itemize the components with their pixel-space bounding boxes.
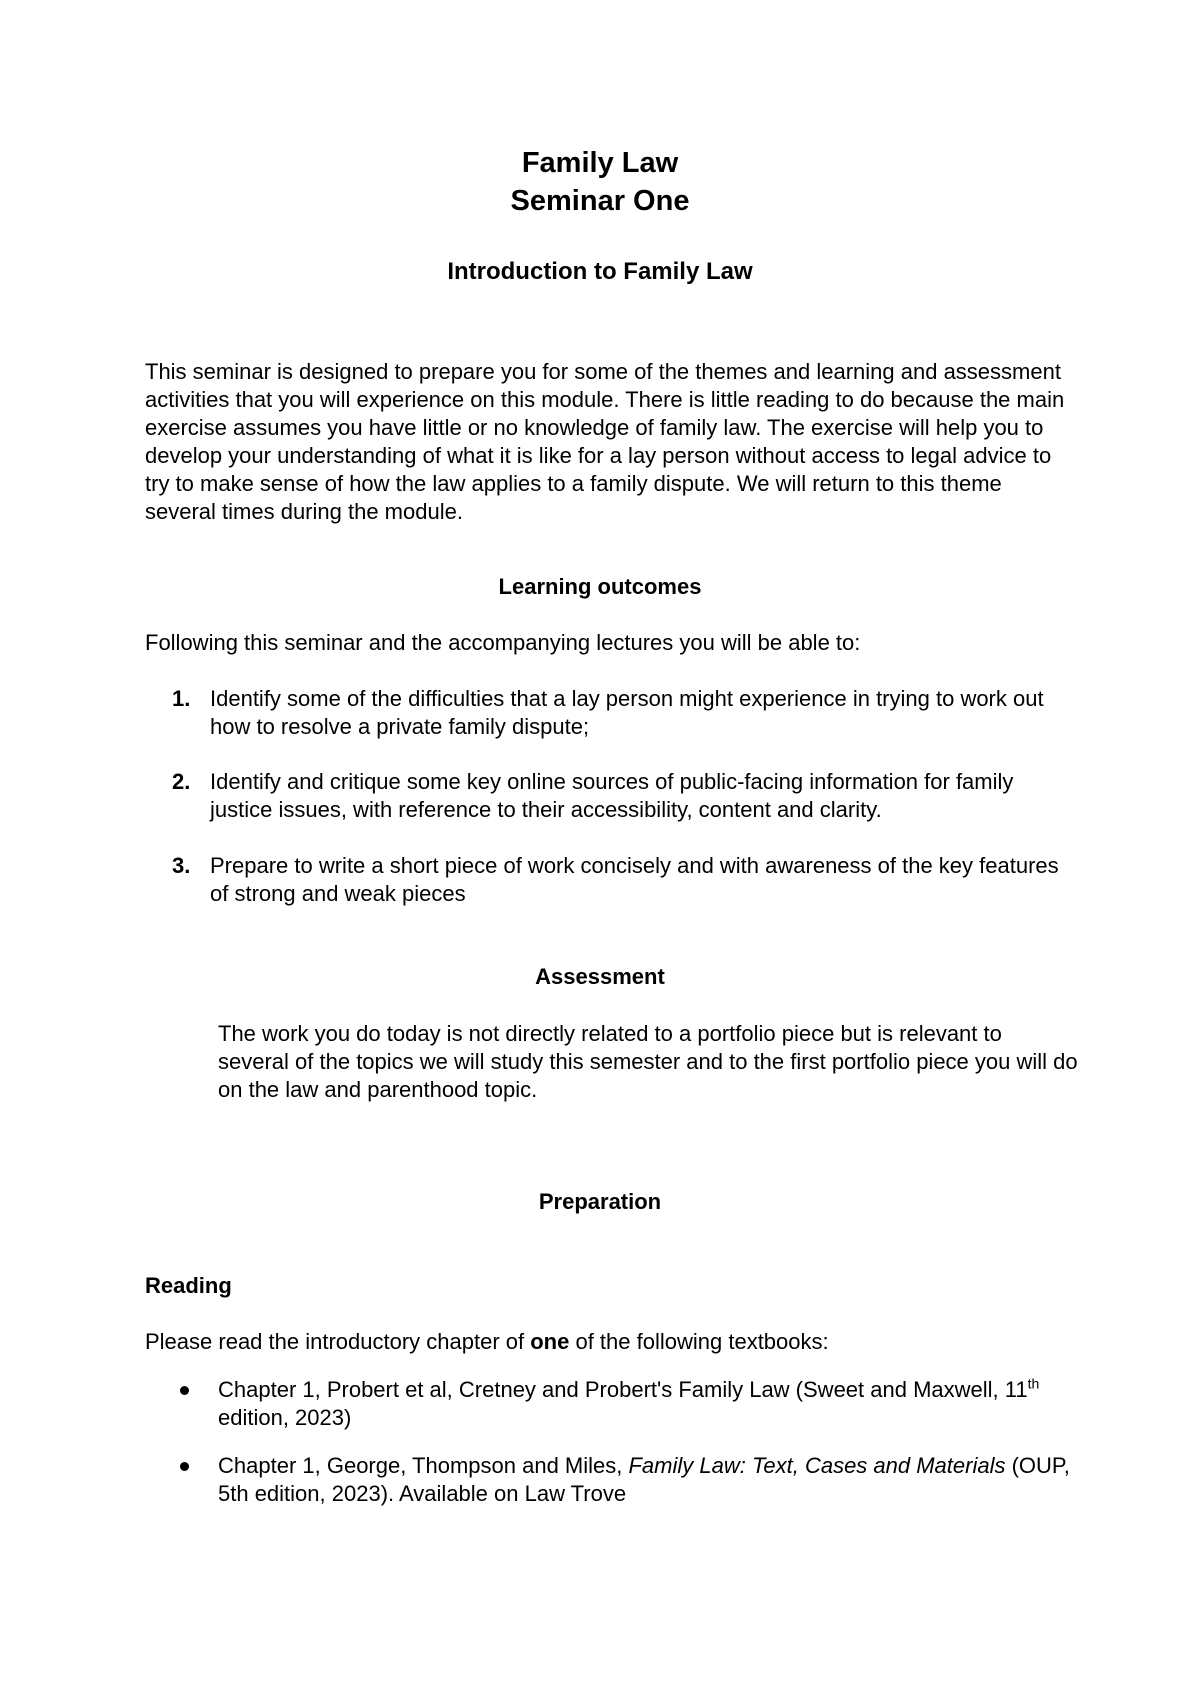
book-text-part2: edition, 2023) [218,1405,352,1430]
reading-heading: Reading [145,1273,232,1298]
book-superscript: th [1027,1375,1040,1392]
assessment-heading: Assessment [535,964,665,989]
book-title-italic: Family Law: Text, Cases and Materials [628,1453,1006,1478]
list-item-number: 2. [172,769,191,794]
learning-outcomes-lead: Following this seminar and the accompanying lectures you will be able to: [145,630,861,655]
intro-paragraph: This seminar is designed to prepare you for some of the themes and learning and assessment activities that you will experience on this module. There is little reading to do because the main exercise assumes you have little or no knowledge of family law. The exercise will help you to develop your understanding of what it is like for a lay person without access to legal advice to try to make sense of how the law applies to a family dispute. We will return to this theme several times during the module. [145,359,1065,524]
reading-lead-before: Please read the introductory chapter of [145,1329,531,1354]
reading-lead-emphasis: one [530,1329,570,1354]
bullet-icon [180,1462,189,1471]
reading-lead [145,1328,1075,1356]
list-item-number: 1. [172,686,191,711]
list-item-text: Prepare to write a short piece of work concisely and with awareness of the key features of strong and weak pieces [210,853,1059,906]
list-item-number: 3. [172,853,191,878]
book-text-part1: Chapter 1, George, Thompson and Miles, [218,1453,629,1478]
assessment-paragraph: The work you do today is not directly related to a portfolio piece but is relevant to several of the topics we will study this semester and to the first portfolio piece you will do on the law and parenthood topic. [218,1021,1078,1102]
seminar-subtitle: Introduction to Family Law [447,258,753,285]
bullet-icon [180,1386,189,1395]
seminar-title: Seminar One [510,185,690,217]
list-item-text: Identify and critique some key online sources of public-facing information for family justice issues, with reference to their accessibility, content and clarity. [210,769,1014,822]
list-item-text [218,1452,1078,1508]
list-item-text [218,1376,1078,1432]
book-text-part1: Chapter 1, Probert et al, Cretney and Probert's Family Law (Sweet and Maxwell, 11 [218,1377,1028,1402]
list-item-text: Identify some of the difficulties that a lay person might experience in trying to work out how to resolve a private family dispute; [210,686,1044,739]
book-text-part2: (OUP, 5th edition, 2023). Available on Law Trove [218,1453,1070,1506]
preparation-heading: Preparation [538,1189,662,1214]
reading-lead-after: of the following textbooks: [569,1329,829,1354]
learning-outcomes-heading: Learning outcomes [498,574,702,599]
document-title: Family Law [521,147,679,179]
